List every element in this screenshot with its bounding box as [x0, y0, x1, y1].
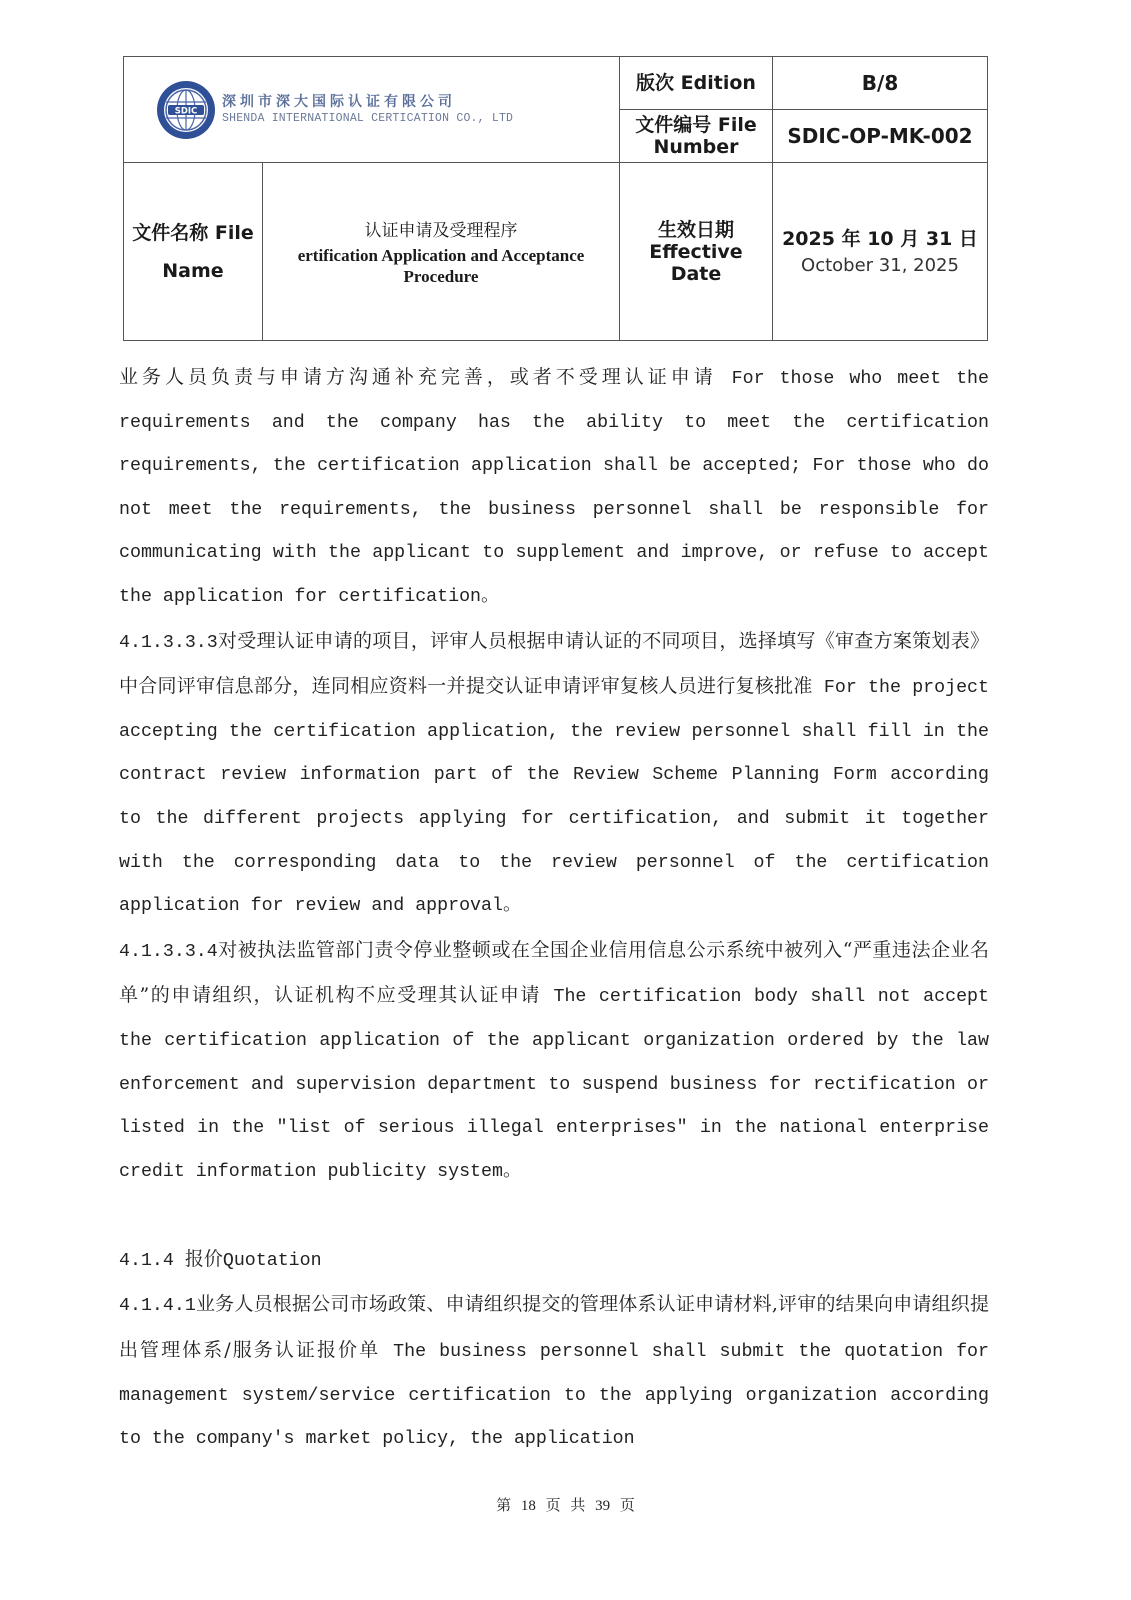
- sdic-globe-logo-icon: [156, 80, 216, 140]
- effective-label-line2: Effective: [649, 240, 743, 263]
- paragraph-en-text: For those who meet the requirements and the company has the ability to meet the certification requirements, the certification application shall be accepted; For those who do not meet the requirements, the business personnel shall be responsible for communicating with the applicant to supplement and improve, or refuse to accept the application for certification。: [119, 369, 989, 607]
- effective-date-en: October 31, 2025: [801, 254, 959, 276]
- clause-number: 4.1.3.3.4: [119, 941, 218, 962]
- paragraph-cn-text: 业务人员根据公司市场政策、申请组织提交的管理体系认证申请材料,评审的结果向申请组织提出管理体系/服务认证报价单: [119, 1293, 989, 1362]
- company-name-cn: 深圳市深大国际认证有限公司: [222, 93, 456, 110]
- document-header-table: [123, 56, 988, 341]
- section-title-en: Quotation: [222, 1250, 322, 1271]
- section-title-cn: 报价: [184, 1247, 223, 1270]
- clause-number: 4.1.3.3.3: [119, 632, 218, 653]
- clause-number: 4.1.4.1: [119, 1296, 196, 1317]
- paragraph-acceptance-decision: [119, 356, 989, 620]
- paragraph-4-1-3-3-4: [119, 929, 989, 1195]
- section-number: 4.1.4: [119, 1250, 174, 1271]
- file-name-value: [263, 163, 620, 341]
- document-body: [119, 356, 989, 1462]
- paragraph-en-text: The certification body shall not accept the certification application of the applicant organization ordered by the law enforcement and supervision department to suspend business for rectification or listed in the "list of serious illegal enterprises" in the national enterprise credit information publicity system。: [119, 987, 989, 1182]
- file-number-value: SDIC-OP-MK-002: [773, 110, 988, 163]
- effective-label-line3: Date: [670, 262, 722, 285]
- effective-date-value: [773, 163, 988, 341]
- paragraph-cn-text: 对受理认证申请的项目，评审人员根据申请认证的不同项目，选择填写《审查方案策划表》中合同评审信息部分，连同相应资料一并提交认证申请评审复核人员进行复核批准: [119, 629, 989, 698]
- file-name-label-line1: 文件名称 File: [132, 221, 254, 244]
- file-name-cn: 认证申请及受理程序: [364, 220, 518, 241]
- paragraph-cn-text: 业务人员负责与申请方沟通补充完善，或者不受理认证申请: [119, 366, 717, 388]
- edition-value: B/8: [773, 57, 988, 110]
- paragraph-4-1-3-3-3: [119, 620, 989, 929]
- file-name-label-line2: Name: [162, 259, 224, 282]
- paragraph-en-text: For the project accepting the certification application, the review personnel shall fill in the contract review information part of the Review Scheme Planning Form according to the different projects applying for certification, and submit it together with the corresponding data to the review personnel of the certification application for review and approval。: [119, 678, 989, 917]
- file-name-label: [124, 163, 263, 341]
- paragraph-4-1-4-1: [119, 1283, 989, 1461]
- file-name-en: ertification Application and Acceptance Procedure: [297, 245, 585, 286]
- edition-label: 版次 Edition: [620, 57, 773, 110]
- file-number-label-line2: Number: [653, 136, 739, 158]
- effective-label-line1: 生效日期: [657, 218, 734, 241]
- svg-text:SDIC: SDIC: [174, 106, 198, 116]
- file-number-label-line1: 文件编号 File: [635, 114, 757, 136]
- page-number-footer: 第 18 页 共 39 页: [496, 1498, 635, 1514]
- file-number-label: [620, 110, 773, 163]
- effective-date-cn: 2025 年 10 月 31 日: [782, 227, 978, 250]
- paragraph-spacer: [119, 1194, 989, 1238]
- section-heading-4-1-4: [119, 1238, 989, 1284]
- paragraph-cn-text: 对被执法监管部门责令停业整顿或在全国企业信用信息公示系统中被列入“严重违法企业名单”的申请组织，认证机构不应受理其认证申请: [119, 938, 989, 1007]
- company-name-en: SHENDA INTERNATIONAL CERTICATION CO., LTD: [222, 111, 514, 125]
- company-logo-cell: [124, 57, 620, 163]
- effective-date-label: [620, 163, 773, 341]
- paragraph-en-text: The business personnel shall submit the quotation for management system/service certification to the applying organization according to the company's market policy, the application: [119, 1342, 989, 1450]
